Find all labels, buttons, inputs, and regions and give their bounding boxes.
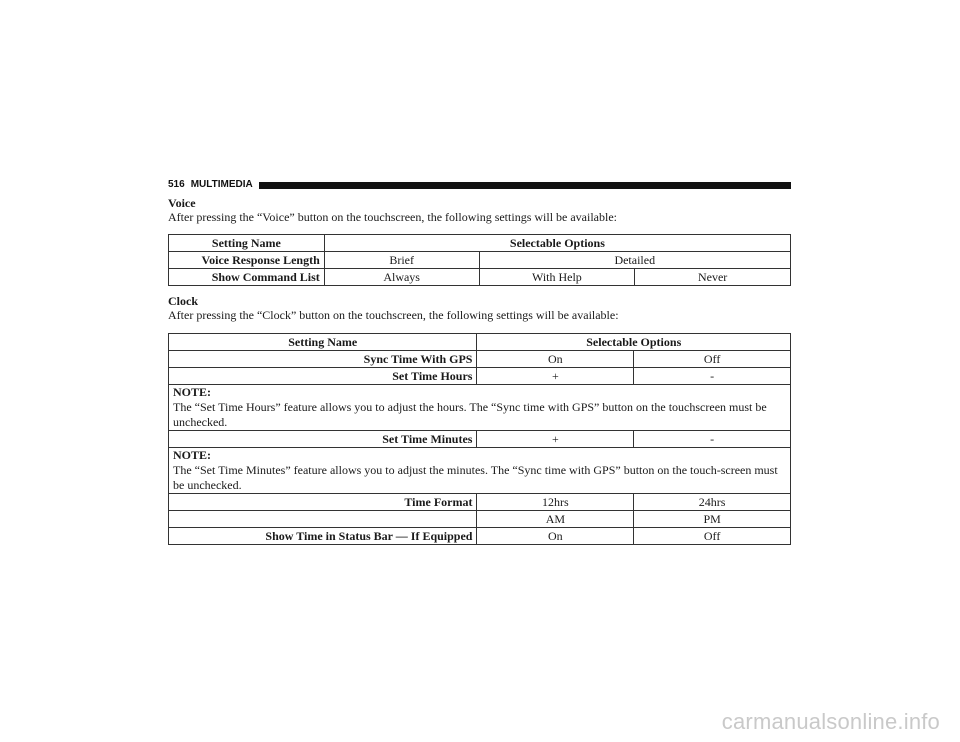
option-value: With Help — [479, 269, 635, 286]
option-value: - — [634, 368, 791, 385]
setting-name: Show Time in Status Bar — If Equipped — [169, 528, 477, 545]
option-value: Off — [634, 351, 791, 368]
table-row — [169, 494, 791, 511]
table-header-row — [169, 334, 791, 351]
clock-settings-table — [168, 333, 791, 545]
watermark: carmanualsonline.info — [721, 709, 940, 734]
setting-name: Voice Response Length — [169, 252, 325, 269]
column-header-setting: Setting Name — [169, 235, 325, 252]
setting-name: Time Format — [169, 494, 477, 511]
option-value: Never — [635, 269, 791, 286]
table-row — [169, 351, 791, 368]
option-value: On — [477, 351, 634, 368]
table-row — [169, 368, 791, 385]
section-title: MULTIMEDIA — [190, 179, 253, 190]
column-header-options: Selectable Options — [477, 334, 791, 351]
column-header-setting: Setting Name — [169, 334, 477, 351]
option-value: - — [634, 431, 791, 448]
table-row — [169, 528, 791, 545]
note-label: NOTE: — [173, 385, 212, 399]
setting-name-continued — [169, 511, 477, 528]
setting-name: Show Command List — [169, 269, 325, 286]
setting-name: Set Time Hours — [169, 368, 477, 385]
note-cell — [169, 448, 791, 494]
setting-name: Set Time Minutes — [169, 431, 477, 448]
option-value: Always — [324, 269, 479, 286]
option-value: Off — [634, 528, 791, 545]
option-value: + — [477, 368, 634, 385]
note-text: The “Set Time Minutes” feature allows you to adjust the minutes. The “Sync time with GPS” button on the touch-screen must be unchecked. — [173, 463, 778, 492]
column-header-options: Selectable Options — [324, 235, 790, 252]
option-value: 12hrs — [477, 494, 634, 511]
note-cell — [169, 385, 791, 431]
note-row — [169, 448, 791, 494]
note-row — [169, 385, 791, 431]
page-header — [168, 179, 791, 191]
option-value: Detailed — [479, 252, 790, 269]
option-value: 24hrs — [634, 494, 791, 511]
clock-heading: Clock — [168, 294, 198, 308]
option-value: Brief — [324, 252, 479, 269]
table-header-row — [169, 235, 791, 252]
page-number: 516 — [168, 179, 185, 190]
table-row — [169, 252, 791, 269]
voice-heading: Voice — [168, 196, 196, 210]
note-text: The “Set Time Hours” feature allows you to adjust the hours. The “Sync time with GPS” button on the touchscreen must be unchecked. — [173, 400, 767, 429]
header-rule — [259, 182, 791, 189]
table-row — [169, 269, 791, 286]
option-value: On — [477, 528, 634, 545]
table-row — [169, 511, 791, 528]
option-value: + — [477, 431, 634, 448]
note-label: NOTE: — [173, 448, 212, 462]
voice-settings-table — [168, 234, 791, 286]
setting-name: Sync Time With GPS — [169, 351, 477, 368]
clock-intro: After pressing the “Clock” button on the touchscreen, the following settings will be available: — [168, 308, 619, 322]
option-value: PM — [634, 511, 791, 528]
option-value: AM — [477, 511, 634, 528]
voice-intro: After pressing the “Voice” button on the touchscreen, the following settings will be available: — [168, 210, 617, 224]
table-row — [169, 431, 791, 448]
